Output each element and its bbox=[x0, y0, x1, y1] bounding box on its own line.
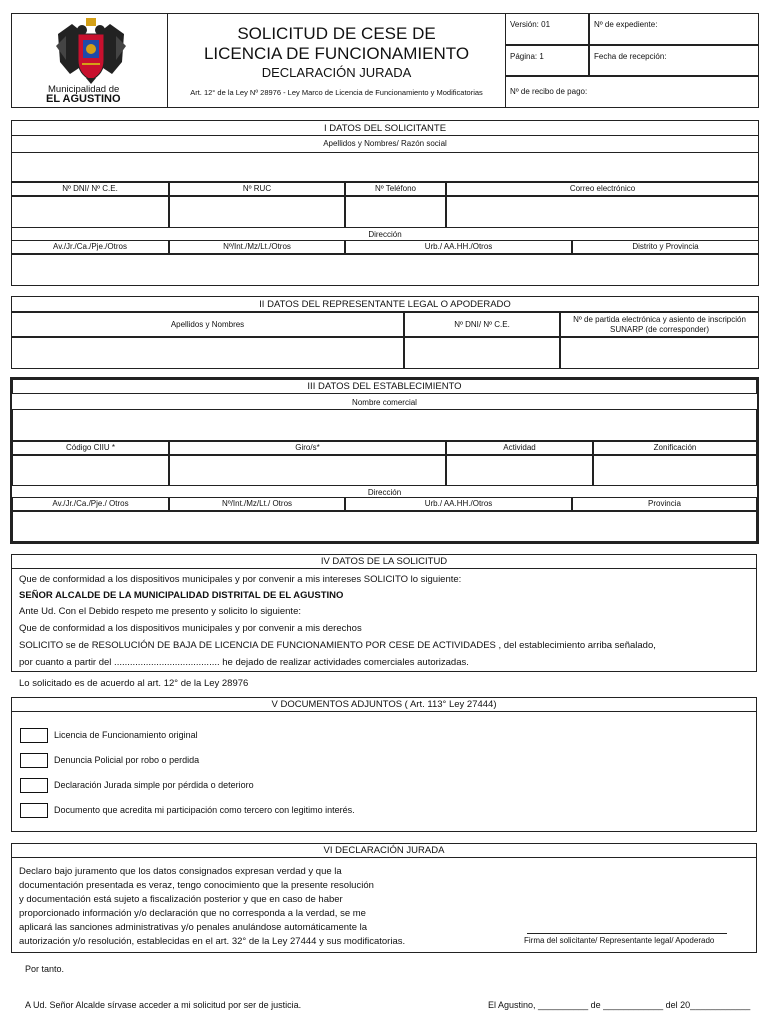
s4-line-6: por cuanto a partir del ........................................ he dejado de realizar actividades comerciales autorizadas. bbox=[19, 657, 469, 668]
s4-line-2: SEÑOR ALCALDE DE LA MUNICIPALIDAD DISTRITAL DE EL AGUSTINO bbox=[19, 590, 344, 601]
recibo-cell[interactable] bbox=[505, 76, 759, 108]
s3-actividad-field[interactable] bbox=[446, 455, 593, 486]
s6-line-6: autorización y/o resolución, establecidas en el art. 32° de la Ley 27444 y sus modificatorias. bbox=[19, 936, 406, 947]
page-cell bbox=[505, 45, 589, 76]
form-subtitle: DECLARACIÓN JURADA bbox=[261, 65, 412, 80]
s2-nombres-label: Apellidos y Nombres bbox=[11, 312, 404, 337]
version-cell bbox=[505, 13, 589, 45]
signature-label: Firma del solicitante/ Representante legal/ Apoderado bbox=[524, 936, 715, 945]
s3-direccion-label: Dirección bbox=[367, 488, 402, 498]
s3-ciiu-field[interactable] bbox=[12, 455, 169, 486]
section-5-title: V DOCUMENTOS ADJUNTOS ( Art. 113° Ley 27444) bbox=[11, 697, 757, 712]
s2-nombres-field[interactable] bbox=[11, 337, 404, 369]
doc-checkbox-4[interactable] bbox=[20, 803, 48, 818]
s3-actividad-label: Actividad bbox=[446, 441, 593, 455]
s3-zonificacion-field[interactable] bbox=[593, 455, 757, 486]
s1-ruc-label: Nº RUC bbox=[169, 182, 345, 196]
s1-ruc-field[interactable] bbox=[169, 196, 345, 228]
section-6-title: VI DECLARACIÓN JURADA bbox=[11, 843, 757, 858]
version-label: Versión: 01 bbox=[510, 20, 551, 29]
s2-partida-line2: SUNARP (de corresponder) bbox=[609, 325, 709, 335]
s1-dni-label: Nº DNI/ Nº C.E. bbox=[11, 182, 169, 196]
s3-urb-label: Urb./ AA.HH./Otros bbox=[345, 497, 572, 511]
fecha-recepcion-label: Fecha de recepción: bbox=[594, 52, 667, 61]
logo-district-name: EL AGUSTINO bbox=[46, 93, 121, 105]
logo-municipality-label: Municipalidad de bbox=[48, 84, 120, 95]
s2-dni-label: Nº DNI/ Nº C.E. bbox=[404, 312, 560, 337]
section-1-title: I DATOS DEL SOLICITANTE bbox=[11, 120, 759, 136]
s6-line-3: y documentación está sujeto a fiscalización posterior y que en caso de haber bbox=[19, 894, 343, 905]
section-4-title: IV DATOS DE LA SOLICITUD bbox=[11, 554, 757, 569]
signature-line[interactable] bbox=[527, 933, 727, 934]
s4-footer-note: Lo solicitado es de acuerdo al art. 12° de la Ley 28976 bbox=[19, 678, 249, 689]
s3-nombre-comercial-field[interactable] bbox=[12, 409, 757, 441]
s1-correo-field[interactable] bbox=[446, 196, 759, 228]
doc-label-2: Denuncia Policial por robo o perdida bbox=[54, 755, 200, 765]
section-3-title: III DATOS DEL ESTABLECIMIENTO bbox=[12, 379, 757, 394]
page-label: Página: 1 bbox=[510, 52, 544, 61]
doc-label-4: Documento que acredita mi participación como tercero con legitimo interés. bbox=[54, 805, 355, 815]
s3-direccion-field[interactable] bbox=[12, 511, 757, 542]
s4-line-3: Ante Ud. Con el Debido respeto me presento y solicito lo siguiente: bbox=[19, 606, 301, 617]
s2-partida-line1: Nº de partida electrónica y asiento de inscripción bbox=[573, 315, 746, 325]
s2-partida-label bbox=[560, 312, 759, 337]
expediente-label: Nº de expediente: bbox=[594, 20, 658, 29]
doc-label-1: Licencia de Funcionamiento original bbox=[54, 730, 198, 740]
form-title-line1: SOLICITUD DE CESE DE bbox=[237, 24, 436, 43]
closing-request: A Ud. Señor Alcalde sírvase acceder a mi solicitud por ser de justicia. bbox=[25, 1000, 302, 1010]
s1-direccion-field[interactable] bbox=[11, 254, 759, 286]
s3-ciiu-label: Código CIIU * bbox=[12, 441, 169, 455]
s3-giro-field[interactable] bbox=[169, 455, 446, 486]
doc-checkbox-1[interactable] bbox=[20, 728, 48, 743]
s4-line-5: SOLICITO se de RESOLUCIÓN DE BAJA DE LICENCIA DE FUNCIONAMIENTO POR CESE DE ACTIVIDADES , del establecimiento arriba señalado, bbox=[19, 640, 656, 651]
s1-dni-field[interactable] bbox=[11, 196, 169, 228]
s3-provincia-label: Provincia bbox=[572, 497, 757, 511]
s1-direccion-label: Dirección bbox=[368, 230, 402, 240]
legal-reference: Art. 12° de la Ley Nº 28976 - Ley Marco de Licencia de Funcionamiento y Modificatorias bbox=[190, 88, 483, 97]
s1-telefono-field[interactable] bbox=[345, 196, 446, 228]
s2-partida-field[interactable] bbox=[560, 337, 759, 369]
por-tanto: Por tanto. bbox=[25, 964, 65, 974]
s1-nombres-field[interactable] bbox=[11, 152, 759, 182]
fecha-recepcion-cell[interactable] bbox=[589, 45, 759, 76]
s3-giro-label: Giro/s* bbox=[169, 441, 446, 455]
s3-nombre-comercial-label: Nombre comercial bbox=[352, 398, 417, 408]
s4-line-4: Que de conformidad a los dispositivos municipales y por convenir a mis derechos bbox=[19, 623, 362, 634]
s3-num-label: Nº/Int./Mz/Lt./ Otros bbox=[169, 497, 345, 511]
expediente-cell[interactable] bbox=[589, 13, 759, 45]
section-2-title: II DATOS DEL REPRESENTANTE LEGAL O APODERADO bbox=[11, 296, 759, 312]
s1-av-label: Av./Jr./Ca./Pje./Otros bbox=[11, 240, 169, 254]
s6-line-2: documentación presentada es veraz, tengo conocimiento que la presente resolución bbox=[19, 880, 374, 891]
s1-urb-label: Urb./ AA.HH./Otros bbox=[345, 240, 572, 254]
s2-dni-field[interactable] bbox=[404, 337, 560, 369]
s6-line-1: Declaro bajo juramento que los datos consignados expresan verdad y que la bbox=[19, 866, 342, 877]
doc-checkbox-3[interactable] bbox=[20, 778, 48, 793]
s6-line-5: aplicará las sanciones administrativas y/o penales anulándose automáticamente la bbox=[19, 922, 368, 933]
s6-line-4: proporcionado información y/o declaración que no corresponda a la verdad, se me bbox=[19, 908, 366, 919]
s1-distrito-label: Distrito y Provincia bbox=[572, 240, 759, 254]
doc-label-3: Declaración Jurada simple por pérdida o deterioro bbox=[54, 780, 254, 790]
s1-num-label: Nº/Int./Mz/Lt./Otros bbox=[169, 240, 345, 254]
s4-line-1: Que de conformidad a los dispositivos municipales y por convenir a mis intereses SOLICITO lo siguiente: bbox=[19, 574, 462, 585]
s1-nombres-label: Apellidos y Nombres/ Razón social bbox=[323, 139, 447, 149]
s3-zonificacion-label: Zonificación bbox=[593, 441, 757, 455]
recibo-label: Nº de recibo de pago: bbox=[510, 87, 588, 96]
date-line[interactable]: El Agustino, __________ de ____________ del 20____________ bbox=[488, 1000, 751, 1010]
s1-telefono-label: Nº Teléfono bbox=[345, 182, 446, 196]
municipal-coat-of-arms-logo bbox=[52, 16, 130, 84]
s1-correo-label: Correo electrónico bbox=[446, 182, 759, 196]
form-title-line2: LICENCIA DE FUNCIONAMIENTO bbox=[203, 44, 470, 63]
s3-av-label: Av./Jr./Ca./Pje./ Otros bbox=[12, 497, 169, 511]
doc-checkbox-2[interactable] bbox=[20, 753, 48, 768]
